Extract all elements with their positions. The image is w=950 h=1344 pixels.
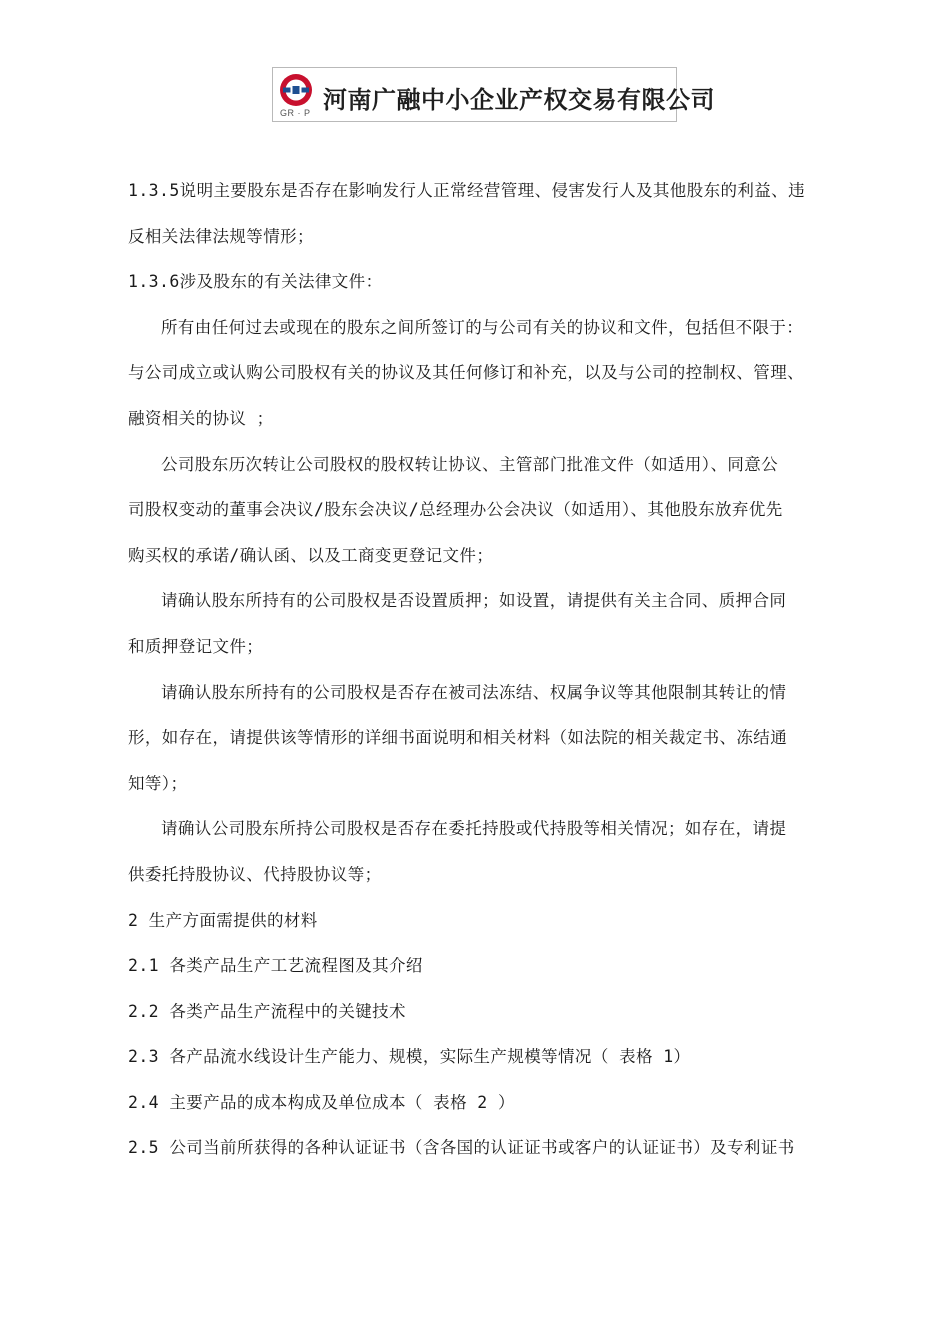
- paragraph-line: 请确认公司股东所持公司股权是否存在委托持股或代持股等相关情况；如存在，请提: [161, 819, 787, 839]
- paragraph-line: 1.3.5说明主要股东是否存在影响发行人正常经营管理、侵害发行人及其他股东的利益、违: [128, 181, 805, 200]
- paragraph-line: 2 生产方面需提供的材料: [128, 910, 318, 930]
- paragraph-line: 请确认股东所持有的公司股权是否存在被司法冻结、权属争议等其他限制其转让的情: [161, 682, 787, 702]
- paragraph-line: 与公司成立或认购公司股权有关的协议及其任何修订和补充，以及与公司的控制权、管理、: [128, 363, 804, 383]
- paragraph-line: 和质押登记文件；: [128, 636, 264, 656]
- paragraph-line: 司股权变动的董事会决议/股东会决议/总经理办公会决议（如适用）、其他股东放弃优先: [128, 500, 783, 520]
- company-name: 河南广融中小企业产权交易有限公司: [323, 86, 715, 114]
- paragraph-line: 请确认股东所持有的公司股权是否设置质押；如设置，请提供有关主合同、质押合同: [161, 591, 787, 611]
- company-logo-banner: [272, 67, 715, 122]
- paragraph-line: 公司股东历次转让公司股权的股权转让协议、主管部门批准文件（如适用）、同意公: [161, 454, 779, 474]
- logo-abbreviation: GR · P: [280, 108, 311, 118]
- paragraph-line: 2.4 主要产品的成本构成及单位成本（ 表格 2 ）: [128, 1092, 515, 1112]
- company-emblem-icon: [279, 73, 313, 107]
- paragraph-line: 2.3 各产品流水线设计生产能力、规模，实际生产规模等情况（ 表格 1）: [128, 1047, 691, 1067]
- paragraph-line: 融资相关的协议 ；: [128, 408, 274, 428]
- paragraph-line: 供委托持股协议、代持股协议等；: [128, 864, 382, 884]
- document-body: [128, 176, 828, 1179]
- paragraph-line: 知等）；: [128, 773, 188, 793]
- paragraph-line: 1.3.6涉及股东的有关法律文件：: [128, 272, 383, 292]
- paragraph-line: 所有由任何过去或现在的股东之间所签订的与公司有关的协议和文件，包括但不限于：: [161, 317, 804, 337]
- paragraph-line: 2.1 各类产品生产工艺流程图及其介绍: [128, 956, 423, 976]
- paragraph-line: 2.2 各类产品生产流程中的关键技术: [128, 1001, 406, 1021]
- paragraph-line: 购买权的承诺/确认函、以及工商变更登记文件；: [128, 545, 494, 565]
- paragraph-line: 反相关法律法规等情形；: [128, 226, 314, 246]
- paragraph-line: 2.5 公司当前所获得的各种认证证书（含各国的认证证书或客户的认证证书）及专利证书: [128, 1138, 795, 1158]
- paragraph-line: 形，如存在，请提供该等情形的详细书面说明和相关材料（如法院的相关裁定书、冻结通: [128, 728, 788, 748]
